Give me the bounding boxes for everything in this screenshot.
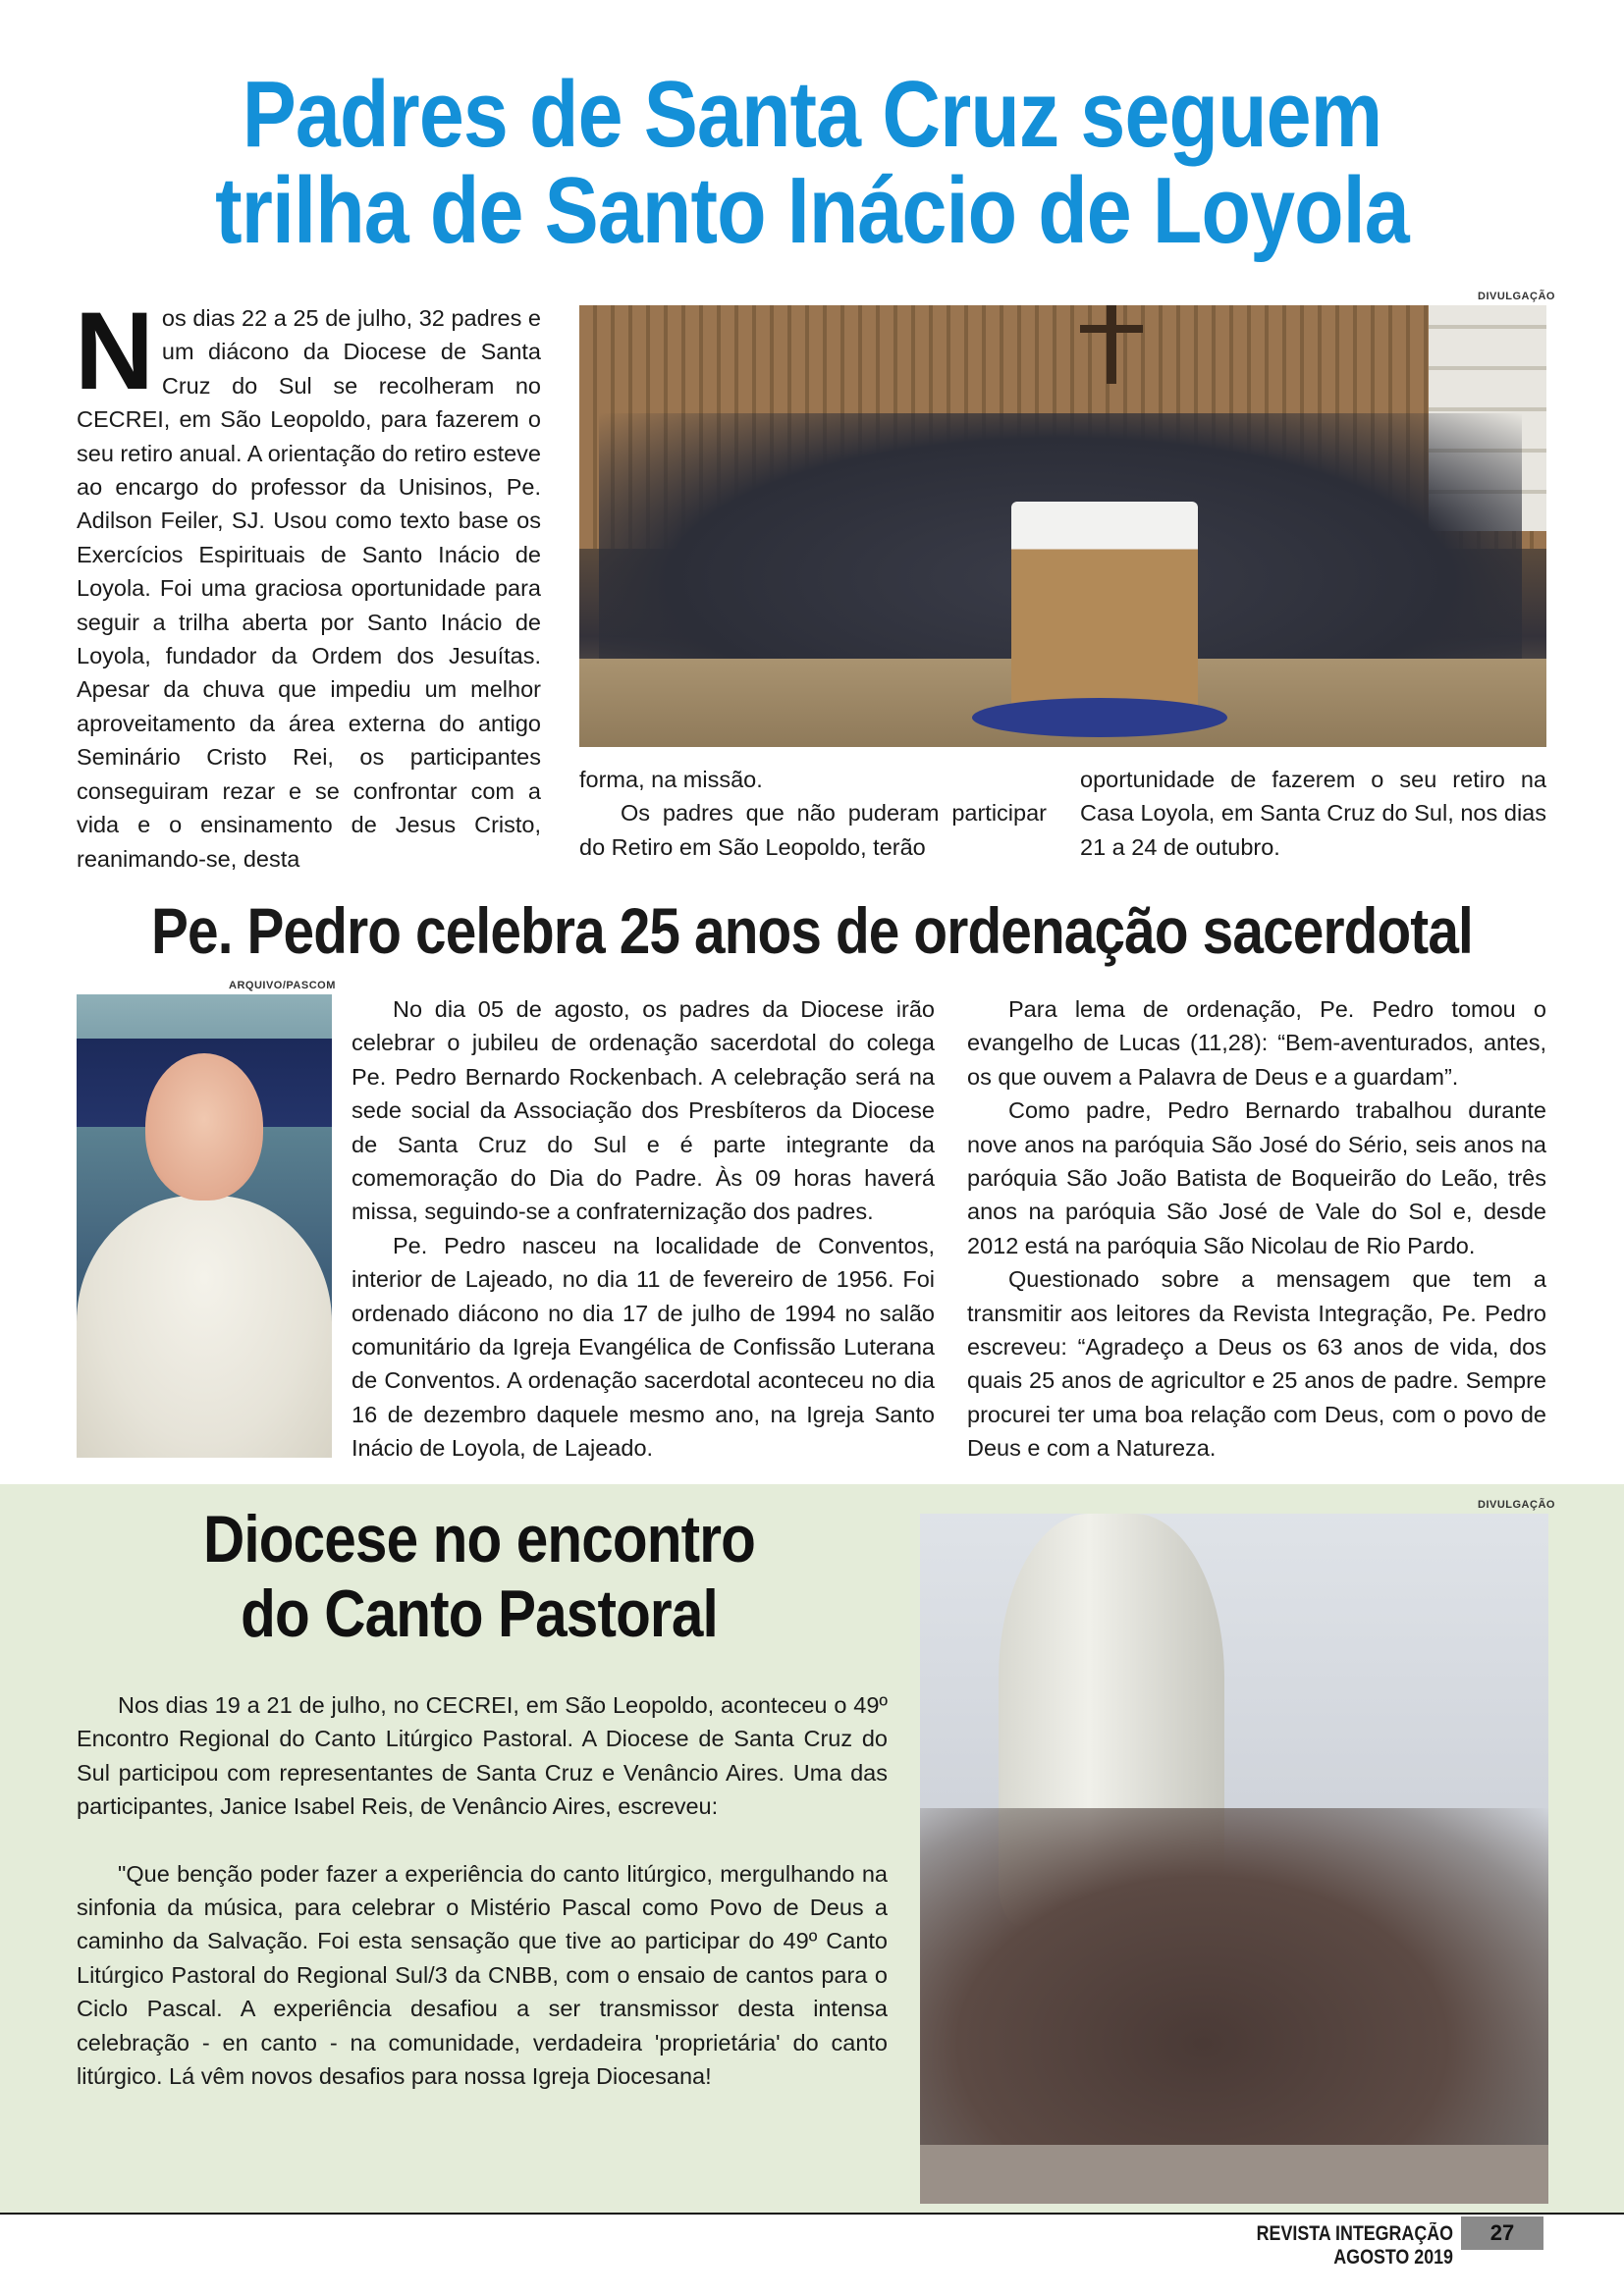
article-3-headline-line-1: Diocese no encontro [202, 1502, 756, 1576]
article-3-p2: "Que benção poder fazer a experiência do canto litúrgico, mergulhando na sinfonia da música, para celebrar o Mistério Pascal como Povo de Deus a caminho da Salvação. Foi esta sensação que tive ao participar do 49º Canto Litúrgico Pastoral do Regional Sul/3 da CNBB, com o ensaio de cantos para o Ciclo Pascal. A experiência desafiou a ser transmissor desta intensa celebração - en canto - na comunidade, verdadeira 'proprietária' do canto litúrgico. Lá vêm novos desafios para nossa Igreja Diocesana! [77, 1860, 888, 2090]
article-2-col1-p2: Pe. Pedro nasceu na localidade de Conventos, interior de Lajeado, no dia 11 de fevereiro de 1956. Foi ordenado diácono no dia 17 de julho de 1994 no salão comunitário da Igreja Evangélica de Confissão Luterana de Conventos. A ordenação sacerdotal aconteceu no dia 16 de dezembro daquele mesmo ano, na Igreja Santo Inácio de Loyola, de Lajeado. [352, 1232, 935, 1462]
headline-line-1: Padres de Santa Cruz seguem [242, 62, 1382, 167]
article-3-headline [133, 1502, 825, 1651]
photo-credit-2: ARQUIVO/PASCOM [229, 980, 336, 991]
article-3-body [77, 1688, 888, 2093]
article-2-column-2 [967, 992, 1546, 1466]
footer-publication: REVISTA INTEGRAÇÃO AGOSTO 2019 [1256, 2222, 1453, 2269]
article-1-column-2 [579, 763, 1047, 864]
article-1-col3-text: oportunidade de fazerem o seu retiro na Casa Loyola, em Santa Cruz do Sul, nos dias 21 a 24 de outubro. [1080, 767, 1546, 860]
article-1-headline [114, 62, 1510, 263]
article-1-col2-p2: Os padres que não puderam participar do Retiro em São Leopoldo, terão [579, 800, 1047, 860]
page-number: 27 [1461, 2216, 1543, 2250]
photo-credit-1: DIVULGAÇÃO [1478, 291, 1555, 302]
article-2-col1-p1: No dia 05 de agosto, os padres da Diocese irão celebrar o jubileu de ordenação sacerdotal do colega Pe. Pedro Bernardo Rockenbach. A celebração será na sede social da Associação dos Presbíteros da Diocese de Santa Cruz do Sul e é parte integrante da comemoração do Dia do Padre. Às 09 horas haverá missa, seguindo-se a confraternização dos padres. [352, 996, 935, 1225]
photo-pe-pedro-portrait [77, 994, 332, 1458]
article-2-headline: Pe. Pedro celebra 25 anos de ordenação sacerdotal [151, 894, 1473, 967]
article-3-headline-line-2: do Canto Pastoral [241, 1576, 718, 1651]
drop-cap: N [75, 290, 154, 412]
photo-priests-group [579, 305, 1546, 747]
photo-credit-3: DIVULGAÇÃO [1478, 1499, 1555, 1511]
article-2-col2-p1: Para lema de ordenação, Pe. Pedro tomou o evangelho de Lucas (11,28): “Bem-aventurados, antes, os que ouvem a Palavra de Deus e a guardam”. [967, 996, 1546, 1090]
headline-line-2: trilha de Santo Inácio de Loyola [215, 158, 1409, 263]
article-1-col2-p1: forma, na missão. [579, 767, 763, 792]
footer-rule [0, 2213, 1624, 2215]
article-1-col1-text: os dias 22 a 25 de julho, 32 padres e um diácono da Diocese de Santa Cruz do Sul se recolheram no CECREI, em São Leopoldo, para fazerem o seu retiro anual. A orientação do retiro esteve ao encargo do professor da Unisinos, Pe. Adilson Feiler, SJ. Usou como texto base os Exercícios Espirituais de Santo Inácio de Loyola. Foi uma graciosa oportunidade para seguir a trilha aberta por Santo Inácio de Loyola, fundador da Ordem dos Jesuítas. Apesar da chuva que impediu um melhor aproveitamento da área externa do antigo Seminário Cristo Rei, os participantes conseguiram rezar e se confrontar com a vida e o ensinamento de Jesus Cristo, reanimando-se, desta [77, 305, 541, 872]
article-3-p1: Nos dias 19 a 21 de julho, no CECREI, em São Leopoldo, aconteceu o 49º Encontro Regional do Canto Litúrgico Pastoral. A Diocese de Santa Cruz do Sul participou com representantes de Santa Cruz e Venâncio Aires. Uma das participantes, Janice Isabel Reis, de Venâncio Aires, escreveu: [77, 1692, 888, 1820]
article-2-column-1 [352, 992, 935, 1466]
article-2-col2-p2: Como padre, Pedro Bernardo trabalhou durante nove anos na paróquia São José do Sério, seis anos na paróquia São João Batista de Boqueirão do Leão, três anos na paróquia São José de Vale do Sol e, desde 2012 está na paróquia São Nicolau de Rio Pardo. [967, 1097, 1546, 1258]
article-2-col2-p3: Questionado sobre a mensagem que tem a transmitir aos leitores da Revista Integração, Pe. Pedro escreveu: “Agradeço a Deus os 63 anos de vida, dos quais 25 anos de agricultor e 25 anos de padre. Sempre procurei ter uma boa relação com Deus, com o povo de Deus e com a Natureza. [967, 1266, 1546, 1462]
article-1-column-1 [75, 290, 541, 876]
photo-canto-pastoral-group [920, 1514, 1548, 2204]
article-1-column-3 [1080, 763, 1546, 864]
